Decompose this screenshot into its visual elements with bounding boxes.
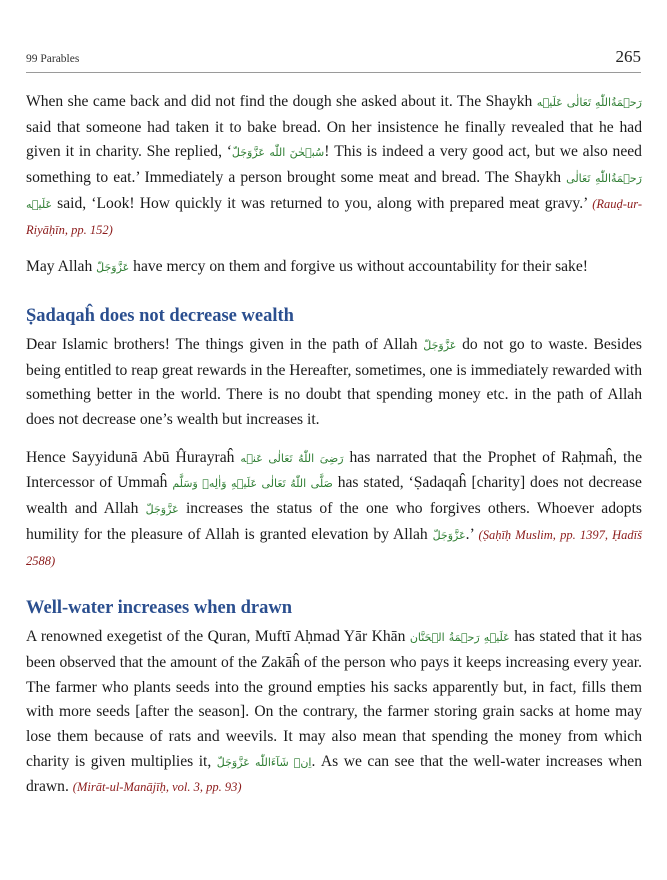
honorific-text: سُبۡحٰنَ اللّٰه عَزَّوَجَلّ — [231, 146, 325, 160]
page-header — [26, 44, 641, 72]
honorific-text: صَلَّی اللّٰهُ تَعَالٰی عَلَيۡهِ وَاٰلِهٖ وَسَلَّم — [172, 477, 333, 491]
citation: (Rauḍ-ur-Riyāḥīn, pp. 152) — [26, 196, 642, 237]
paragraph-story-ending: When she came back and did not find the dough she asked about it. The Shaykh رَحۡمَةُاللّٰهِ تَعَالٰی عَلَيۡه said that someone had taken it to bake bread. On her insistence he finally revealed that he had given it in charity. She replied, ‘سُبۡحٰنَ اللّٰه عَزَّوَجَلّ! This is indeed a very good act, but we also need something to eat.’ Immediately a person brought some meat and bread. The Shaykh رَحۡمَةُاللّٰهِ تَعَالٰی عَلَيۡه said, ‘Look! How quickly it was returned to you, along with prepared meat gravy.’ (Rauḍ-ur-Riyāḥīn, pp. 152) — [26, 93, 642, 237]
honorific-text: عَزَّوَجَلّ — [145, 503, 179, 517]
header-rule — [26, 72, 641, 73]
honorific-text: عَزَّوَجَلّ — [96, 261, 130, 275]
paragraph-dua: May Allah عَزَّوَجَلّ have mercy on them and forgive us without accountability for their sake! — [26, 258, 588, 276]
book-title: 99 Parables — [26, 53, 80, 65]
honorific-text: عَلَيۡهِ رَحۡمَةُ الۡحَنَّان — [409, 631, 510, 645]
page-body — [26, 90, 642, 800]
paragraph-hadith: Hence Sayyidunā Abū Ĥurayraĥ رَضِیَ اللّٰهُ تَعَالٰی عَنۡه has narrated that the Prophet of Raḥmaĥ, the Intercessor of Ummaĥ صَلَّی اللّٰهُ تَعَالٰی عَلَيۡهِ وَاٰلِهٖ وَسَلَّم has stated, ‘Ṣadaqaĥ [charity] does not decrease wealth and Allah عَزَّوَجَلّ increases the status of the one who forgives others. Whoever adopts humility for the pleasure of Allah is granted elevation by Allah عَزَّوَجَلّ.’ (Ṣaḥīḥ Muslim, pp. 1397, Ḥadīš 2588) — [26, 448, 643, 568]
honorific-text: رَحۡمَةُاللّٰهِ تَعَالٰی عَلَيۡه — [26, 172, 642, 211]
section-heading-sadaqah: Ṣadaqaĥ does not decrease wealth — [26, 305, 294, 326]
citation: (Mirāt-ul-Manājīḥ, vol. 3, pp. 93) — [72, 780, 242, 795]
paragraph-path-of-allah: Dear Islamic brothers! The things given in the path of Allah عَزَّوَجَلّ do not go to waste. Besides being entitled to reap great rewards in the Hereafter, sometimes, one is immediately rewarded with something better in the world. There is no doubt that spending money etc. in the path of Allah does not decrease one’s wealth but increases it. — [26, 335, 642, 429]
section-heading-well-water: Well-water increases when drawn — [26, 598, 293, 619]
honorific-text: رَحۡمَةُاللّٰهِ تَعَالٰی عَلَيۡه — [536, 96, 642, 109]
page-number: 265 — [615, 47, 641, 66]
honorific-text: رَضِیَ اللّٰهُ تَعَالٰی عَنۡه — [240, 451, 344, 465]
paragraph-zakah: A renowned exegetist of the Quran, Muftī Aḥmad Yār Khān عَلَيۡهِ رَحۡمَةُ الۡحَنَّان has stated that it has been observed that the amount of the Zakāĥ of the person who pays it keeps increasing every year. The farmer who plants seeds into the ground empties his sacks apparently but, in fact, fills them with more seeds [after the season]. On the contrary, the farmer storing grain sacks at home may lose them because of rats and weevils. It may also mean that spending the money from which charity is given multiplies it, اِنۡ شَآءَاللّٰه عَزَّوَجَلّ. As we can see that the well-water increases when drawn. (Mirāt-ul-Manājīḥ, vol. 3, pp. 93) — [26, 628, 642, 796]
honorific-text: اِنۡ شَآءَاللّٰه عَزَّوَجَلّ — [216, 755, 312, 769]
citation: (Ṣaḥīḥ Muslim, pp. 1397, Ḥadīš 2588) — [26, 527, 642, 568]
honorific-text: عَزَّوَجَلّ — [423, 338, 457, 352]
honorific-text: عَزَّوَجَلّ — [432, 528, 466, 542]
